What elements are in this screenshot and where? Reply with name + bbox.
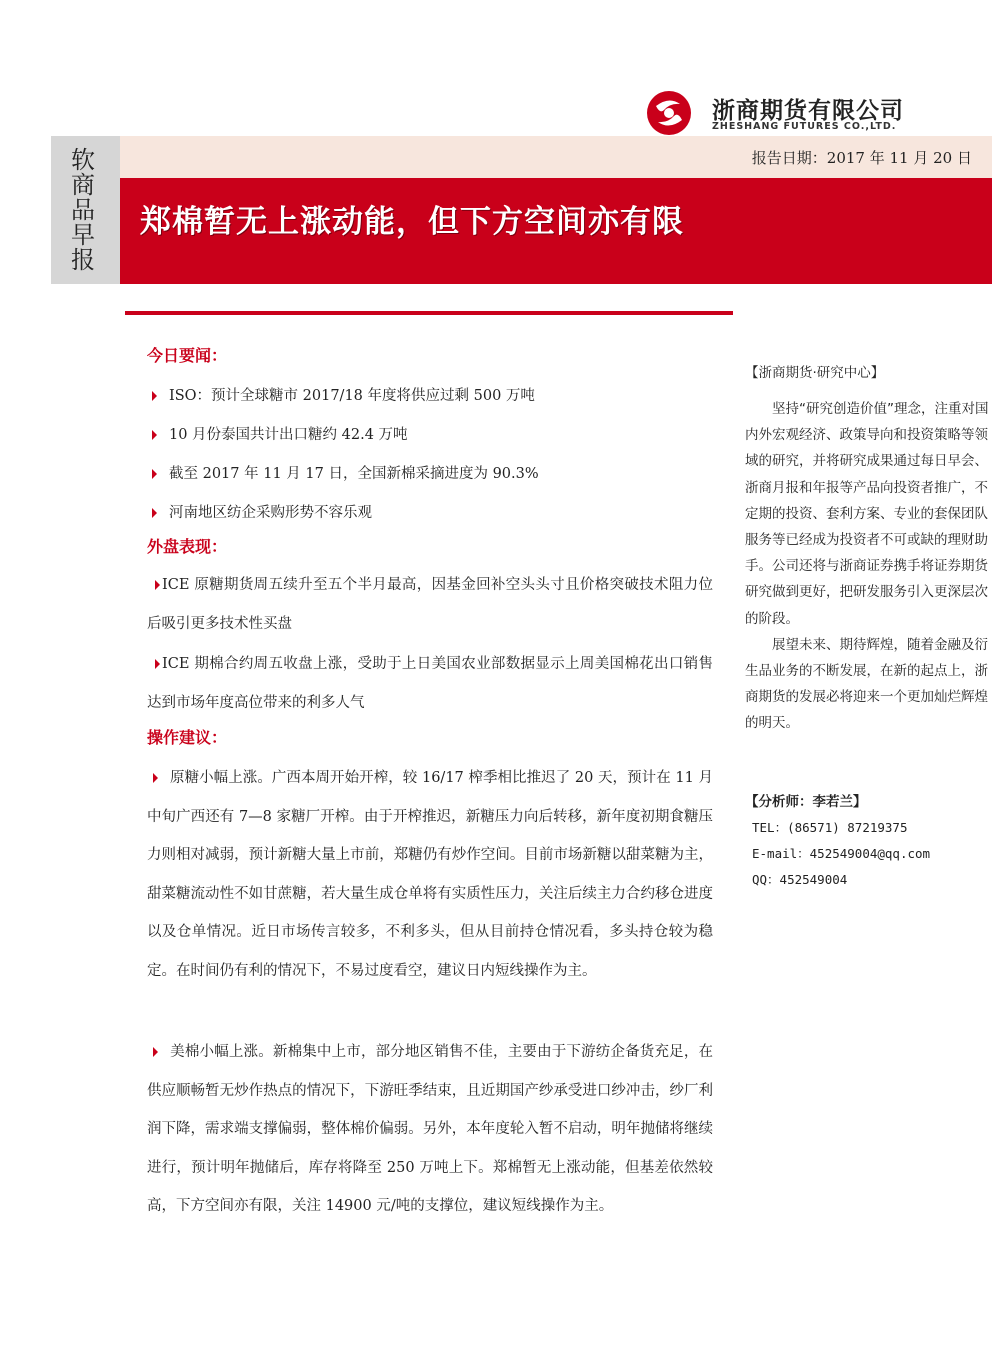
title-banner [120, 178, 992, 284]
news-item: 10 月份泰国共计出口糖约 42.4 万吨 [152, 423, 722, 444]
research-center-heading: 【浙商期货·研究中心】 [745, 365, 885, 381]
company-name-en: ZHESHANG FUTURES CO.,LTD. [712, 121, 897, 132]
bullet-icon [152, 469, 157, 479]
company-logo-icon [646, 90, 692, 136]
bullet-icon [152, 508, 157, 518]
news-item: 截至 2017 年 11 月 17 日，全国新棉采摘进度为 90.3% [152, 462, 722, 483]
report-date: 报告日期：2017 年 11 月 20 日 [751, 149, 972, 167]
advice-item-sugar: 原糖小幅上涨。广西本周开始开榨，较 16/17 榨季相比推迟了 20 天，预计在 11 月中旬广西还有 7—8 家糖厂开榨。由于开榨推迟，新糖压力向后转移，新年度初期食糖压力则相对减弱，预计新糖大量上市前，郑糖仍有炒作空间。目前市场新糖以甜菜糖为主，甜菜糖流动性不如甘蔗糖，若大量生成仓单将有实质性压力，关注后续主力合约移仓进度以及仓单情况。近日市场传言较多，不利多头，但从目前持仓情况看，多头持仓较为稳定。在时间仍有利的情况下，不易过度看空，建议日内短线操作为主。 [147, 770, 713, 979]
bullet-icon [152, 430, 157, 440]
analyst-email[interactable]: E-mail：452549004@qq.com [752, 846, 931, 861]
intro-paragraph: 展望未来、期待辉煌，随着金融及衍生品业务的不断发展，在新的起点上，浙商期货的发展必将迎来一个更加灿烂辉煌的明天。 [745, 636, 988, 732]
company-logo [646, 90, 936, 136]
news-item: ISO：预计全球糖市 2017/18 年度将供应过剩 500 万吨 [152, 384, 722, 405]
date-band [120, 136, 992, 178]
company-intro [745, 396, 991, 737]
bullet-icon [155, 580, 160, 590]
overseas-item: ICE 原糖期货周五续升至五个半月最高，因基金回补空头头寸且价格突破技术阻力位后吸引更多技术性买盘 [147, 577, 713, 632]
section-heading-advice: 操作建议： [147, 728, 228, 747]
overseas-item: ICE 期棉合约周五收盘上涨，受助于上日美国农业部数据显示上周美国棉花出口销售达到市场年度高位带来的利多人气 [147, 656, 713, 711]
intro-paragraph: 坚持“研究创造价值”理念，注重对国内外宏观经济、政策导向和投资策略等领域的研究，并将研究成果通过每日早会、浙商月报和年报等产品向投资者推广，不定期的投资、套利方案、专业的套保团队服务等已经成为投资者不可或缺的理财助手。公司还将与浙商证券携手将证券期货研究做到更好，把研发服务引入更深层次的阶段。 [745, 401, 989, 627]
report-category: 软商品早报 [71, 146, 95, 274]
analyst-qq: QQ：452549004 [752, 872, 848, 887]
analyst-phone: TEL：(86571) 87219375 [752, 820, 908, 835]
bullet-icon [153, 1047, 158, 1057]
report-title: 郑棉暂无上涨动能，但下方空间亦有限 [140, 204, 684, 240]
report-category-label [51, 136, 120, 284]
section-heading-overseas: 外盘表现： [147, 537, 228, 556]
divider [125, 311, 733, 315]
section-heading-today-news: 今日要闻： [147, 346, 228, 365]
bullet-icon [152, 391, 157, 401]
bullet-icon [153, 773, 158, 783]
company-name-cn: 浙商期货有限公司 [712, 98, 904, 124]
bullet-icon [155, 659, 160, 669]
advice-item-cotton: 美棉小幅上涨。新棉集中上市，部分地区销售不佳，主要由于下游纺企备货充足，在供应顺畅暂无炒作热点的情况下，下游旺季结束，且近期国产纱承受进口纱冲击，纱厂利润下降，需求端支撑偏弱，整体棉价偏弱。另外，本年度轮入暂不启动，明年抛储将继续进行，预计明年抛储后，库存将降至 250 万吨上下。郑棉暂无上涨动能，但基差依然较高，下方空间亦有限，关注 14900 元/吨的支撑位，建议短线操作为主。 [147, 1044, 713, 1215]
analyst-heading: 【分析师：李若兰】 [745, 794, 867, 810]
news-item: 河南地区纺企采购形势不容乐观 [152, 501, 722, 522]
